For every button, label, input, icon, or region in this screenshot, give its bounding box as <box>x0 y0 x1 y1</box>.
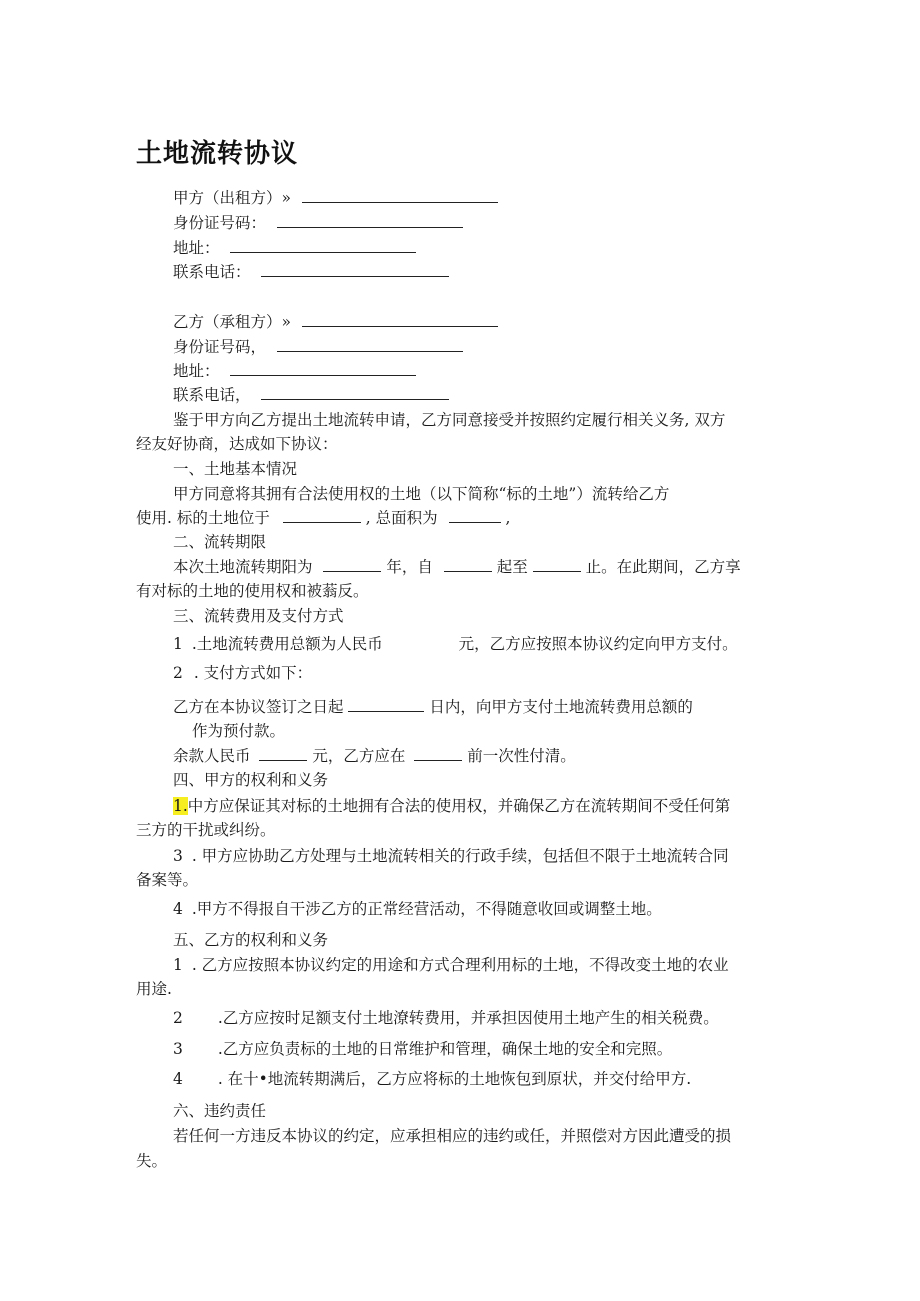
party-a-phone-blank <box>261 262 449 277</box>
term-year-from: 年，自 <box>386 558 433 576</box>
section-3-para-1 <box>173 697 693 717</box>
section-1-heading: 一、土地基本情况 <box>173 460 298 478</box>
party-b-id-label: 身份证号码， <box>173 338 267 356</box>
party-a-id-line <box>173 213 463 233</box>
item-text: . 乙方应按照本协议约定的用途和方式合理利用标的土地，不得改变土地的农业 <box>191 956 729 974</box>
para-text-end: 前一次性付清。 <box>467 747 576 765</box>
land-area-end: , <box>505 509 511 527</box>
land-area-label: , 总面积为 <box>365 509 438 527</box>
party-a-id-label: 身份证号码： <box>173 214 267 232</box>
term-end-text: 止。在此期间，乙方享 <box>585 558 741 576</box>
para-text: 乙方在本协议签订之日起 <box>173 698 344 716</box>
section-2-line-2: 有对标的土地的使用权和被蓊反。 <box>136 582 369 600</box>
item-text: .甲方不得报自干涉乙方的正常经营活动，不得随意收回或调整土地。 <box>191 900 662 918</box>
party-b-id-blank <box>277 337 463 352</box>
section-4-item-3 <box>173 846 729 866</box>
land-location-label: 使用. 标的土地位于 <box>136 509 270 527</box>
party-b-address-line <box>173 361 416 381</box>
party-b-address-label: 地址： <box>173 362 220 380</box>
document-title: 土地流转协议 <box>136 139 299 169</box>
section-4-item-4 <box>173 899 662 919</box>
land-area-blank <box>449 508 501 523</box>
section-5-item-1 <box>173 955 729 975</box>
item-number: 3 <box>173 847 183 865</box>
preamble-line-2: 经友好协商，达成如下协议： <box>136 435 338 453</box>
land-location-blank <box>283 508 361 523</box>
section-4-item-1-cont: 三方的干扰或纠纷。 <box>136 821 276 839</box>
party-a-address-line <box>173 238 416 258</box>
item-number: 2 <box>173 1009 183 1027</box>
party-a-name-blank <box>302 188 498 203</box>
section-5-item-2 <box>173 1008 719 1028</box>
item-number: 2 <box>173 664 183 682</box>
section-3-item-2 <box>173 663 312 683</box>
party-b-phone-line <box>173 385 449 405</box>
party-a-phone-line <box>173 262 449 282</box>
item-number: 4 <box>173 1070 183 1088</box>
item-number: 3 <box>173 1040 183 1058</box>
para-text-cont: 元，乙方应在 <box>312 747 406 765</box>
section-2-heading: 二、流转期限 <box>173 533 267 551</box>
item-text: . 甲方应协助乙方处理与土地流转相关的行政手续，包括但不限于土地流转合同 <box>191 847 729 865</box>
highlighted-item-number: 1. <box>173 797 188 815</box>
term-end-blank <box>533 557 581 572</box>
item-text: .乙方应负责标的土地的日常维护和管理，确保土地的安全和完照。 <box>217 1040 673 1058</box>
section-2-line-1 <box>173 557 741 577</box>
item-number: 1 <box>173 956 183 974</box>
term-until: 起至 <box>496 558 528 576</box>
section-5-item-3 <box>173 1039 672 1059</box>
item-number: 1 <box>173 635 183 653</box>
party-b-line <box>173 312 498 332</box>
preamble-line-1: 鉴于甲方向乙方提出土地流转申请，乙方同意接受并按照约定履行相关义务, 双方 <box>173 411 726 429</box>
section-6-heading: 六、违约责任 <box>173 1102 267 1120</box>
party-b-label: 乙方（承租方）» <box>173 313 291 331</box>
party-a-address-label: 地址： <box>173 239 220 257</box>
term-years-blank <box>323 557 381 572</box>
item-text: . 支付方式如下： <box>193 664 313 682</box>
item-text: . 在十•地流转期满后，乙方应将标的土地恢包到原状，并交付给甲方. <box>217 1070 692 1088</box>
item-text: .乙方应按时足额支付土地潦转费用，并承担因使用土地产生的相关税费。 <box>217 1009 719 1027</box>
section-6-line-1: 若任何一方违反本协议的约定，应承担相应的违约或任，并照偿对方因此遭受的损 <box>173 1127 732 1145</box>
section-6-line-2: 失。 <box>136 1152 168 1170</box>
section-3-heading: 三、流转费用及支付方式 <box>173 607 344 625</box>
section-4-item-1 <box>173 796 730 816</box>
term-label: 本次土地流转期阳为 <box>173 558 313 576</box>
para-text: 余款人民币 <box>173 747 251 765</box>
section-5-heading: 五、乙方的权利和义务 <box>173 931 329 949</box>
section-1-line-2 <box>136 508 510 528</box>
item-text: 中方应保证其对标的土地拥有合法的使用权，并确保乙方在流转期间不受任何第 <box>187 797 731 815</box>
party-b-name-blank <box>302 312 498 327</box>
party-b-id-line <box>173 337 463 357</box>
item-text: .土地流转费用总额为人民币 <box>191 635 383 653</box>
section-5-item-1-cont: 用途. <box>136 980 172 998</box>
para-text-cont: 日内，向甲方支付土地流转费用总额的 <box>429 698 693 716</box>
party-a-phone-label: 联系电话： <box>173 263 251 281</box>
balance-date-blank <box>414 746 462 761</box>
party-a-id-blank <box>277 213 463 228</box>
prepay-days-blank <box>348 697 424 712</box>
party-b-phone-blank <box>261 385 449 400</box>
term-start-blank <box>444 557 492 572</box>
section-3-item-1 <box>173 634 738 654</box>
section-5-item-4 <box>173 1069 691 1089</box>
section-3-para-2: 作为预付款。 <box>192 722 286 740</box>
party-a-label: 甲方（出租方）» <box>173 189 291 207</box>
item-text-cont: 元，乙方应按照本协议约定向甲方支付。 <box>458 635 738 653</box>
section-1-line-1: 甲方同意将其拥有合法使用权的土地（以下简称“标的土地”）流转给乙方 <box>173 485 670 503</box>
section-4-heading: 四、甲方的权利和义务 <box>173 771 329 789</box>
party-a-line <box>173 188 498 208</box>
item-number: 4 <box>173 900 183 918</box>
section-4-item-3-cont: 备案等。 <box>136 871 199 889</box>
section-3-para-3 <box>173 746 576 766</box>
party-b-address-blank <box>230 361 416 376</box>
party-a-address-blank <box>230 238 416 253</box>
balance-amount-blank <box>259 746 307 761</box>
party-b-phone-label: 联系电话， <box>173 386 251 404</box>
